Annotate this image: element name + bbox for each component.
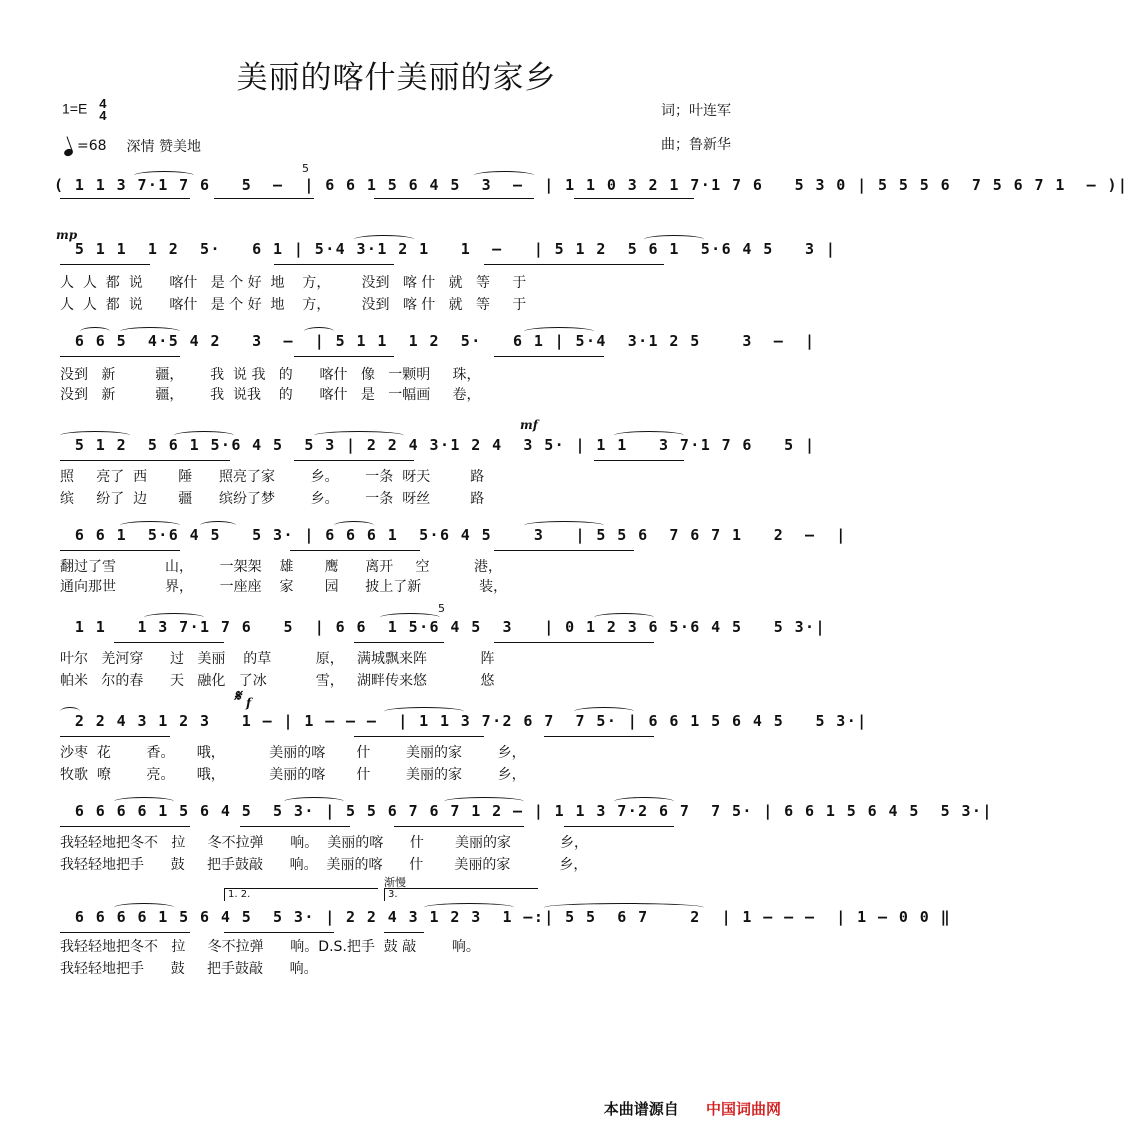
composer: 曲；鲁新华	[661, 137, 731, 153]
lyric-verse-2: 通向那世 界， 一座座 家 园 披上了新 装，	[60, 579, 508, 595]
grace-note: 5	[302, 162, 309, 175]
score-system-6	[54, 686, 868, 783]
slur	[524, 327, 594, 336]
beam	[224, 932, 334, 933]
beam	[60, 736, 170, 737]
slur	[174, 431, 234, 440]
beam	[494, 642, 654, 643]
beam	[60, 550, 180, 551]
notation-line: 6 6 1 5·6 4 5 5 3· | 6 6 6 1 5·6 4 5 3 | 5 5 6 7 6 7 1 2 – |	[54, 526, 847, 544]
slur	[444, 797, 524, 806]
slur	[380, 613, 440, 622]
slur	[384, 707, 464, 716]
notation-line: 5 1 1 1 2 5· 6 1 | 5·4 3·1 2 1 1 – | 5 1 2 5 6 1 5·6 4 5 3 |	[54, 240, 837, 258]
beam	[374, 198, 534, 199]
tempo-marking	[64, 136, 201, 156]
score-system-8	[54, 876, 952, 977]
slur	[200, 521, 236, 530]
beam	[114, 642, 224, 643]
lyric-verse-2: 没到 新 疆， 我 说我 的 喀什 是 一幅画 卷，	[60, 387, 481, 403]
dynamic-mp: mp	[56, 228, 78, 242]
lyric-verse-2: 帕米 尔的春 天 融化 了冰 雪， 湖畔传来悠 悠	[60, 673, 495, 689]
beam	[240, 826, 350, 827]
key-signature	[62, 98, 106, 122]
beam	[294, 460, 414, 461]
slur	[474, 171, 534, 180]
lyric-verse-1: 人 人 都 说 喀什 是 个 好 地 方， 没到 喀 什 就 等 于	[60, 275, 527, 291]
slur	[314, 431, 404, 440]
slur	[574, 707, 634, 716]
expression-text: 深情 赞美地	[126, 139, 201, 155]
time-signature	[99, 98, 106, 122]
score-system-3	[54, 418, 816, 507]
slur	[334, 521, 374, 530]
beam	[394, 826, 524, 827]
beam	[354, 736, 484, 737]
quarter-note-icon	[63, 147, 74, 157]
beam	[214, 198, 314, 199]
beam	[60, 826, 190, 827]
notation-line: 1 1 1 3 7·1 7 6 5 | 6 6 1 5·6 4 5 3 | 0 1 2 3 6 5·6 4 5 5 3·|	[54, 618, 826, 636]
volta-bracket-1-2: 1. 2.	[224, 888, 378, 901]
page-title: 美丽的喀什美丽的家乡	[236, 60, 557, 96]
slur	[524, 521, 604, 530]
notation-line: 6 6 5 4·5 4 2 3 – | 5 1 1 1 2 5· 6 1 | 5·4 3·1 2 5 3 – |	[54, 332, 816, 350]
notation-staff	[54, 234, 837, 270]
notation-line: 5 1 2 5 6 1 5·6 4 5 5 3 | 2 2 4 3·1 2 4 3 5· | 1 1 3 7·1 7 6 5 |	[54, 436, 816, 454]
beam	[60, 198, 190, 199]
notation-line: 6 6 6 6 1 5 6 4 5 5 3· | 5 5 6 7 6 7 1 2 – | 1 1 3 7·2 6 7 7 5· | 6 6 1 5 6 4 5 5 3·|	[54, 802, 993, 820]
beam	[60, 460, 230, 461]
lyric-verse-2: 我轻轻地把手 鼓 把手鼓敲 响。	[60, 961, 318, 977]
score-system-4	[54, 520, 847, 595]
slur	[60, 707, 80, 716]
segno-icon: 𝄋	[234, 686, 241, 705]
grace-note: 5	[438, 602, 445, 615]
notation-staff	[54, 602, 826, 648]
notation-staff	[54, 162, 1128, 202]
time-bottom: 4	[99, 108, 107, 123]
notation-staff	[54, 902, 952, 938]
notation-staff	[54, 796, 993, 832]
key-label: 1=E	[62, 100, 88, 117]
slur	[594, 613, 654, 622]
slur	[644, 235, 704, 244]
tempo-value: =68	[77, 138, 107, 154]
slur	[614, 431, 684, 440]
lyric-verse-2: 我轻轻地把手 鼓 把手鼓敲 响。 美丽的喀 什 美丽的家 乡，	[60, 857, 588, 873]
dynamic-f: f	[246, 696, 252, 710]
beam	[60, 264, 150, 265]
score-system-intro	[54, 162, 1128, 202]
slur	[354, 235, 414, 244]
time-top: 4	[99, 96, 107, 111]
beam	[574, 198, 694, 199]
source-label: 本曲谱源自	[603, 1100, 679, 1118]
source-site-link[interactable]: 中国词曲网	[705, 1100, 781, 1118]
lyric-verse-1: 翻过了雪 山， 一架架 雄 鹰 离开 空 港，	[60, 559, 503, 575]
slur	[60, 431, 130, 440]
beam	[564, 826, 674, 827]
slur	[114, 903, 174, 912]
slur	[120, 327, 180, 336]
lyric-verse-2: 人 人 都 说 喀什 是 个 好 地 方， 没到 喀 什 就 等 于	[60, 297, 527, 313]
slur	[144, 613, 204, 622]
notation-staff	[54, 706, 868, 742]
beam	[594, 460, 684, 461]
volta-bracket-3: 3.	[384, 888, 538, 901]
beam	[384, 932, 424, 933]
notation-staff	[54, 520, 847, 556]
lyric-verse-1: 我轻轻地把冬不 拉 冬不拉弹 响。D.S.把手 鼓 敲 响。	[60, 939, 480, 955]
lyric-verse-1: 没到 新 疆， 我 说 我 的 喀什 像 一颗明 珠，	[60, 367, 481, 383]
lyricist: 词；叶连军	[661, 103, 731, 119]
lyric-verse-1: 我轻轻地把冬不 拉 冬不拉弹 响。 美丽的喀 什 美丽的家 乡，	[60, 835, 589, 851]
lyric-verse-2: 缤 纷了 边 疆 缤纷了梦 乡。 一条 呀丝 路	[60, 491, 485, 507]
beam	[544, 736, 654, 737]
slur	[120, 521, 180, 530]
notation-line: 6 6 6 6 1 5 6 4 5 5 3· | 2 2 4 3 1 2 3 1 –:| 5 5 6 7 2 | 1 – – – | 1 – 0 0 ‖	[54, 908, 952, 926]
beam	[60, 932, 190, 933]
slur	[544, 903, 704, 912]
slur	[304, 327, 334, 336]
slur	[134, 171, 194, 180]
lyric-verse-1: 叶尔 羌河穿 过 美丽 的草 原， 满城飘来阵 阵	[60, 651, 495, 667]
beam	[484, 264, 664, 265]
beam	[60, 356, 180, 357]
score-system-7	[54, 796, 993, 873]
score-system-1	[54, 228, 837, 313]
tempo-change-text: 渐慢	[384, 876, 406, 889]
score-system-5	[54, 602, 826, 689]
slur	[114, 797, 174, 806]
lyric-verse-1: 沙枣 花 香。 哦， 美丽的喀 什 美丽的家 乡，	[60, 745, 526, 761]
lyric-verse-1: 照 亮了 西 陲 照亮了家 乡。 一条 呀天 路	[60, 469, 485, 485]
beam	[290, 550, 420, 551]
beam	[294, 356, 394, 357]
slur	[80, 327, 110, 336]
slur	[614, 797, 674, 806]
beam	[354, 642, 444, 643]
score-system-2	[54, 326, 816, 403]
notation-line: 2 2 4 3 1 2 3 1 – | 1 – – – | 1 1 3 7·2 6 7 7 5· | 6 6 1 5 6 4 5 5 3·|	[54, 712, 868, 730]
dynamic-mf: mf	[520, 418, 538, 432]
beam	[494, 356, 604, 357]
source-attribution	[604, 1098, 781, 1119]
beam	[274, 264, 394, 265]
slur	[284, 797, 344, 806]
notation-line: ( 1 1 3 7·1 7 6 5 – | 6 6 1 5 6 4 5 3 – | 1 1 0 3 2 1 7·1 7 6 5 3 0 | 5 5 5 6 7 5 6 7 1 – )|	[54, 176, 1128, 194]
notation-staff	[54, 326, 816, 362]
slur	[424, 903, 514, 912]
notation-staff	[54, 430, 816, 466]
beam	[494, 550, 634, 551]
lyric-verse-2: 牧歌 嘹 亮。 哦， 美丽的喀 什 美丽的家 乡，	[60, 767, 526, 783]
